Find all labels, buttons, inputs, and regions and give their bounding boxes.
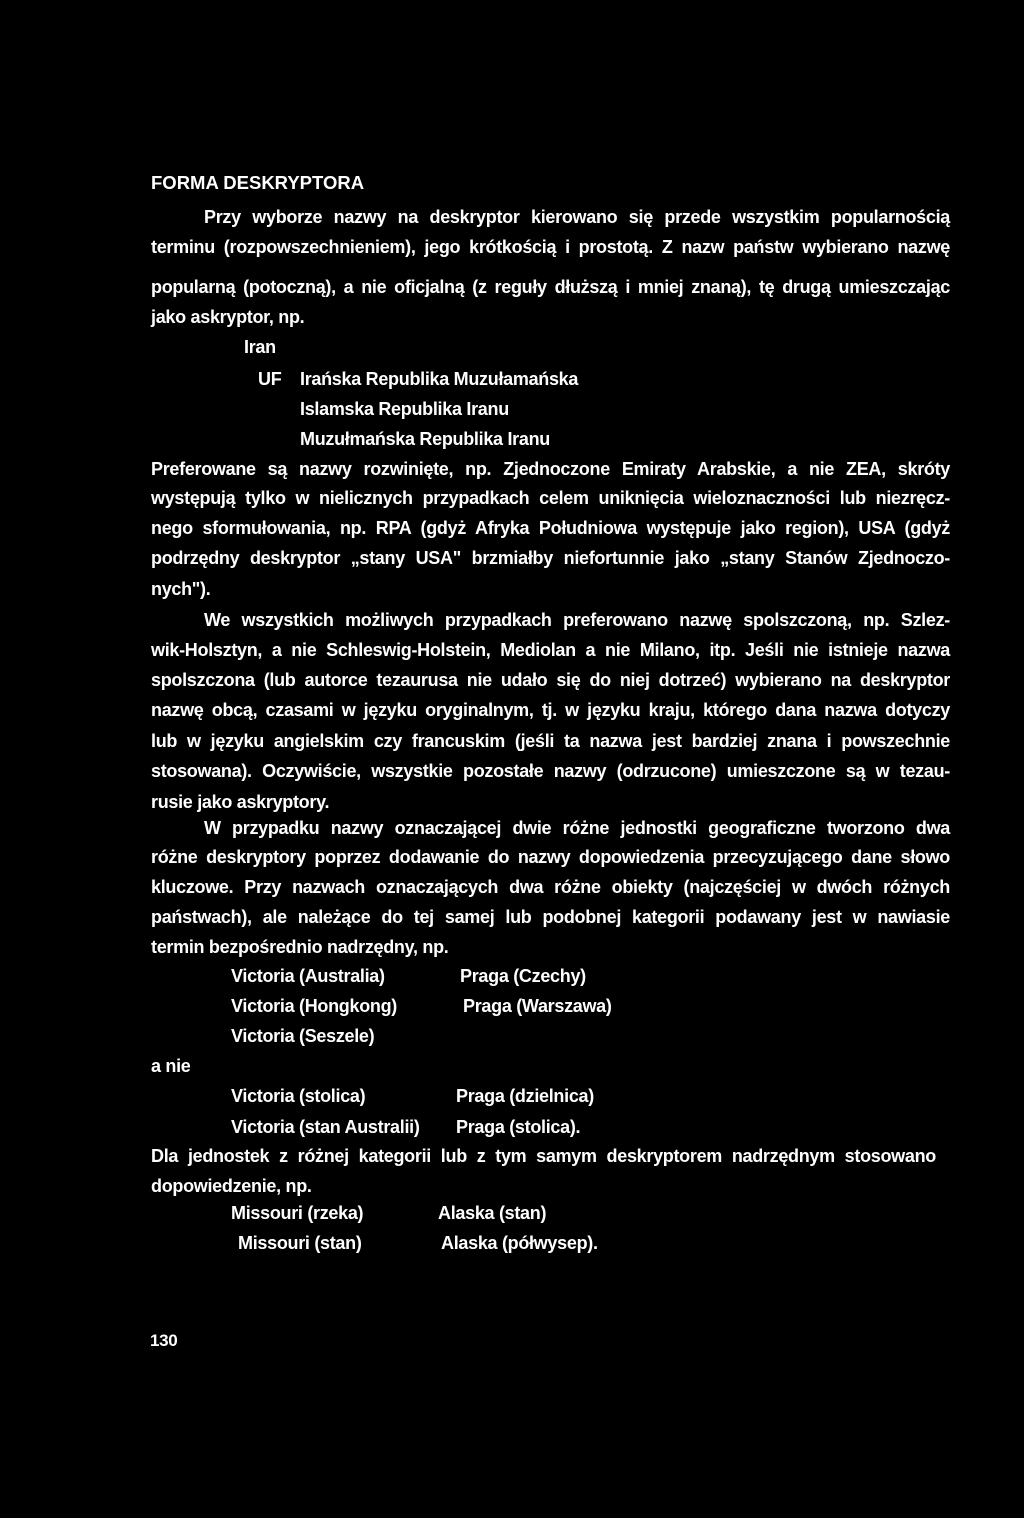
page-number: 130: [150, 1331, 178, 1350]
example-term: Victoria (Hongkong): [231, 996, 397, 1016]
text-line: nych").: [151, 579, 211, 599]
text-line: dopowiedzenie, np.: [151, 1176, 312, 1196]
descriptor-term: Iran: [244, 337, 276, 357]
section-heading: FORMA DESKRYPTORA: [151, 172, 365, 193]
example-term: Praga (dzielnica): [456, 1086, 594, 1106]
example-term: Praga (stolica).: [456, 1117, 581, 1137]
text-line: kluczowe. Przy nazwach oznaczających dwa różne obiekty (najczęściej w dwóch różnych: [151, 877, 950, 897]
text-line: podrzędny deskryptor „stany USA" brzmiałby niefortunnie jako „stany Stanów Zjednoczo-: [151, 548, 950, 568]
example-term: Victoria (Australia): [231, 966, 385, 986]
text-line: jako askryptor, np.: [151, 307, 305, 327]
text-line: stosowana). Oczywiście, wszystkie pozostałe nazwy (odrzucone) umieszczone są w tezau-: [151, 761, 950, 781]
text-line: Preferowane są nazwy rozwinięte, np. Zjednoczone Emiraty Arabskie, a nie ZEA, skróty: [151, 459, 950, 479]
text-line: lub w języku angielskim czy francuskim (jeśli ta nazwa jest bardziej znana i powszechnie: [151, 731, 950, 751]
example-term: Alaska (stan): [438, 1203, 547, 1223]
text-line: termin bezpośrednio nadrzędny, np.: [151, 937, 449, 957]
example-term: Praga (Warszawa): [463, 996, 612, 1016]
connector-text: a nie: [151, 1056, 191, 1076]
text-line: nego sformułowania, np. RPA (gdyż Afryka Południowa występuje jako region), USA (gdyż: [151, 518, 950, 538]
text-line: różne deskryptory poprzez dodawanie do nazwy dopowiedzenia przecyzującego dane słowo: [151, 847, 950, 867]
example-term: Alaska (półwysep).: [441, 1233, 598, 1253]
text-line: państwach), ale należące do tej samej lub podobnej kategorii podawany jest w nawiasie: [151, 907, 950, 927]
alternate-term: Muzułmańska Republika Iranu: [300, 429, 550, 449]
text-line: wik-Holsztyn, a nie Schleswig-Holstein, Mediolan a nie Milano, itp. Jeśli nie istnieje nazwa: [151, 640, 950, 660]
text-line: Przy wyborze nazwy na deskryptor kierowano się przede wszystkim popularnością: [204, 207, 950, 227]
example-term: Victoria (stolica): [231, 1086, 366, 1106]
text-line: We wszystkich możliwych przypadkach preferowano nazwę spolszczoną, np. Szlez-: [204, 610, 950, 630]
text-line: Dla jednostek z różnej kategorii lub z tym samym deskryptorem nadrzędnym stosowano: [151, 1146, 936, 1166]
example-term: Victoria (stan Australii): [231, 1117, 420, 1137]
example-term: Missouri (rzeka): [231, 1203, 364, 1223]
uf-tag: UF: [258, 369, 282, 389]
text-line: nazwę obcą, czasami w języku oryginalnym, tj. w języku kraju, którego dana nazwa dotyczy: [151, 700, 950, 720]
alternate-term: Irańska Republika Muzułamańska: [300, 369, 579, 389]
example-term: Victoria (Seszele): [231, 1026, 375, 1046]
text-line: popularną (potoczną), a nie oficjalną (z reguły dłuższą i mniej znaną), tę drugą umieszczając: [151, 277, 950, 297]
text-line: W przypadku nazwy oznaczającej dwie różne jednostki geograficzne tworzono dwa: [204, 818, 950, 838]
text-line: występują tylko w nielicznych przypadkach celem uniknięcia wieloznaczności lub niezręcz-: [151, 488, 950, 508]
text-line: spolszczona (lub autorce tezaurusa nie udało się do niej dotrzeć) wybierano na deskryptor: [151, 670, 950, 690]
text-line: terminu (rozpowszechnieniem), jego krótkością i prostotą. Z nazw państw wybierano nazwę: [151, 237, 950, 257]
example-term: Praga (Czechy): [460, 966, 586, 986]
example-term: Missouri (stan): [238, 1233, 362, 1253]
alternate-term: Islamska Republika Iranu: [300, 399, 509, 419]
text-line: rusie jako askryptory.: [151, 792, 330, 812]
